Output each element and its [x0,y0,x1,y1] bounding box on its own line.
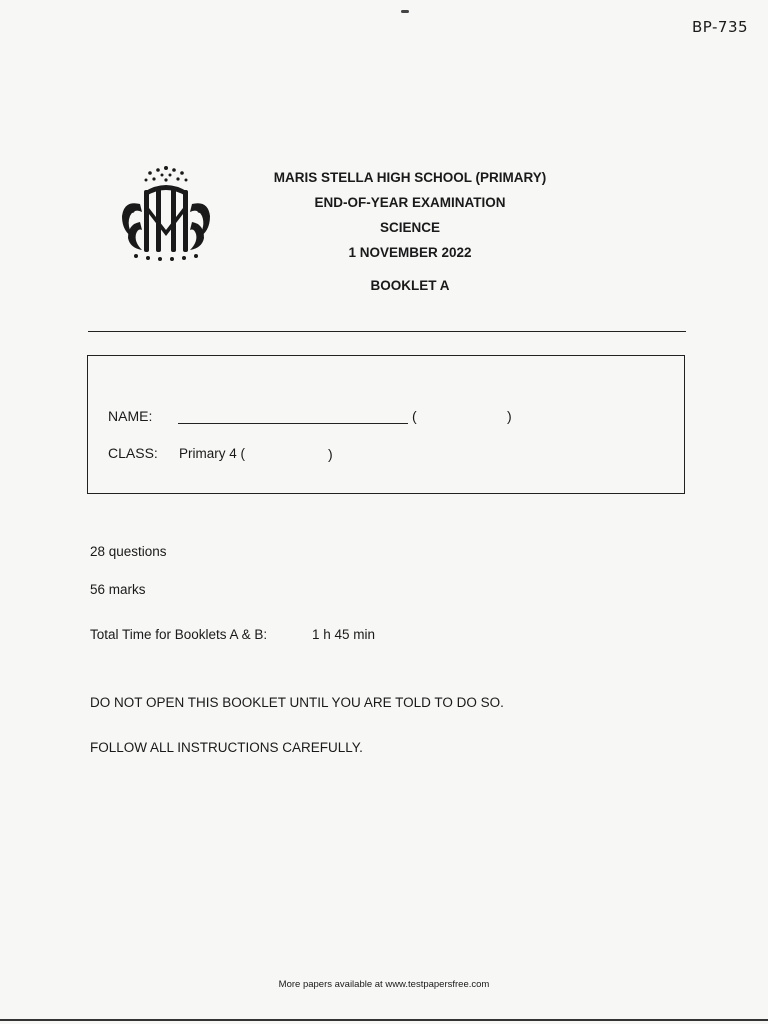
time-value: 1 h 45 min [312,627,376,642]
subject-title: SCIENCE [379,220,440,235]
header-divider [88,331,686,332]
footer-note: More papers available at www.testpapersfree.com [278,979,490,990]
student-info-box [87,355,685,494]
scan-speck [401,10,409,13]
instruction-follow: FOLLOW ALL INSTRUCTIONS CAREFULLY. [90,740,363,755]
bottom-edge-line [0,1019,768,1021]
class-close-paren: ) [328,446,333,462]
name-index-open: ( [412,408,417,424]
name-field[interactable] [178,423,408,424]
exam-date: 1 NOVEMBER 2022 [348,245,472,260]
school-crest-icon [112,160,220,268]
name-index-close: ) [507,408,512,424]
total-marks: 56 marks [90,582,146,597]
exam-title: END-OF-YEAR EXAMINATION [314,195,506,210]
time-label: Total Time for Booklets A & B: [90,627,268,642]
name-label: NAME: [108,408,153,424]
class-label: CLASS: [108,445,158,461]
paper-code: BP-735 [692,18,749,36]
school-name: MARIS STELLA HIGH SCHOOL (PRIMARY) [273,170,547,185]
booklet-title: BOOKLET A [370,278,450,293]
instruction-do-not-open: DO NOT OPEN THIS BOOKLET UNTIL YOU ARE TOLD TO DO SO. [90,695,504,710]
class-value[interactable]: Primary 4 ( [179,446,246,461]
question-count: 28 questions [90,544,167,559]
